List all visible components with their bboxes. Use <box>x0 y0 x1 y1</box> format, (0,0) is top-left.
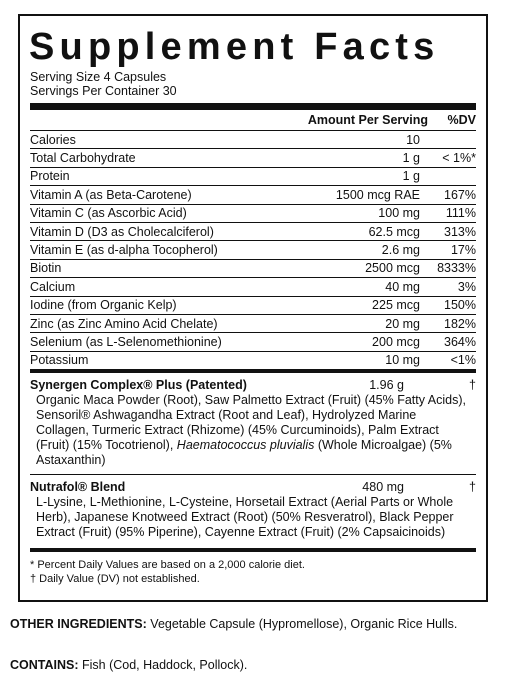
footnotes <box>30 552 476 586</box>
nutrient-dv: 182% <box>444 316 476 331</box>
nutrient-dv: 150% <box>444 298 476 313</box>
nutrient-amount: 62.5 mcg <box>368 224 420 239</box>
nutrient-row <box>30 222 476 240</box>
nutrient-row <box>30 259 476 277</box>
nutrient-amount: 2500 mcg <box>365 261 420 276</box>
nutrient-amount: 200 mcg <box>372 334 420 349</box>
nutrient-name: Calcium <box>30 279 76 294</box>
contains-statement <box>10 658 490 673</box>
nutrient-dv: 364% <box>444 334 476 349</box>
nutrient-row <box>30 240 476 258</box>
footnote-dv-not-established: † Daily Value (DV) not established. <box>30 573 200 586</box>
nutrient-name: Zinc (as Zinc Amino Acid Chelate) <box>30 316 218 331</box>
nutrient-amount: 225 mcg <box>372 298 420 313</box>
divider-thin <box>30 474 476 475</box>
blend-ingredients <box>30 393 476 468</box>
nutrient-row <box>30 130 476 148</box>
divider-medium <box>30 369 476 373</box>
contains-label: CONTAINS: <box>10 658 79 672</box>
blend-amount: 480 mg <box>362 480 404 495</box>
blend-nutrafol <box>30 480 476 540</box>
nutrient-row <box>30 314 476 332</box>
other-ingredients-label: OTHER INGREDIENTS: <box>10 617 147 631</box>
column-header <box>30 110 476 130</box>
panel-title: Supplement Facts <box>29 26 440 68</box>
nutrient-name: Biotin <box>30 261 62 276</box>
nutrient-dv: 8333% <box>437 261 476 276</box>
nutrient-dv: 313% <box>444 224 476 239</box>
nutrient-name: Vitamin D (D3 as Cholecalciferol) <box>30 224 214 239</box>
nutrient-amount: 10 <box>406 132 420 147</box>
other-ingredients <box>10 617 490 632</box>
footnote-percent-dv: * Percent Daily Values are based on a 2,000 calorie diet. <box>30 559 305 572</box>
blend-dv: † <box>469 378 476 393</box>
nutrient-name: Calories <box>30 132 76 147</box>
blend-name: Synergen Complex® Plus (Patented) <box>30 378 247 393</box>
blend-amount: 1.96 g <box>369 378 404 393</box>
nutrient-name: Protein <box>30 169 70 184</box>
nutrient-row <box>30 332 476 350</box>
nutrient-dv: < 1%* <box>442 151 476 166</box>
nutrient-dv: 3% <box>457 279 476 294</box>
nutrient-row <box>30 351 476 369</box>
nutrient-name: Vitamin E (as d-alpha Tocopherol) <box>30 243 218 258</box>
nutrient-table <box>30 130 476 369</box>
nutrient-dv: <1% <box>450 353 476 368</box>
supplement-facts-panel <box>18 14 488 602</box>
nutrient-amount: 40 mg <box>385 279 420 294</box>
nutrient-name: Potassium <box>30 353 89 368</box>
nutrient-dv: 111% <box>445 206 476 221</box>
nutrient-row <box>30 277 476 295</box>
nutrient-name: Vitamin C (as Ascorbic Acid) <box>30 206 187 221</box>
col-dv-label: %DV <box>447 113 476 127</box>
nutrient-row <box>30 204 476 222</box>
serving-size: Serving Size 4 Capsules <box>30 70 167 84</box>
blend-header <box>30 480 476 495</box>
nutrient-amount: 2.6 mg <box>381 243 420 258</box>
nutrient-dv: 167% <box>444 187 476 202</box>
blend-dv: † <box>469 480 476 495</box>
nutrient-name: Selenium (as L-Selenomethionine) <box>30 334 222 349</box>
nutrient-name: Iodine (from Organic Kelp) <box>30 298 177 313</box>
nutrient-row <box>30 167 476 185</box>
nutrient-amount: 1 g <box>402 169 420 184</box>
other-ingredients-text: Vegetable Capsule (Hypromellose), Organic Rice Hulls. <box>150 617 458 631</box>
col-amount-label: Amount Per Serving <box>307 113 428 127</box>
nutrient-name: Vitamin A (as Beta-Carotene) <box>30 187 192 202</box>
blend-header <box>30 378 476 393</box>
nutrient-row <box>30 185 476 203</box>
nutrient-amount: 100 mg <box>378 206 420 221</box>
ingredients-text: Organic Maca Powder (Root), Saw Palmetto Extract (Fruit) (45% Fatty Acids), Sensoril® Ashwagandha Extract (Root and Leaf), Hydrolyzed Marine Collagen, Turmeric Extract (Rhizome) (45% Curcuminoids), Palm Extract (Fruit) (15% Tocotrienol), <box>36 393 466 453</box>
servings-per-container: Servings Per Container 30 <box>30 84 177 98</box>
blend-synergen <box>30 378 476 468</box>
ingredients-text-end: (Whole Microalgae) (5% Astaxanthin) <box>36 438 452 468</box>
ingredients-italic: Haematococcus pluvialis <box>176 438 315 453</box>
nutrient-amount: 10 mg <box>385 353 420 368</box>
nutrient-row <box>30 296 476 314</box>
blend-ingredients: L-Lysine, L-Methionine, L-Cysteine, Horsetail Extract (Aerial Parts or Whole Herb), Japanese Knotweed Extract (Root) (50% Resveratrol), Black Pepper Extract (Fruit) (95% Piperine), Cayenne Extract (Fruit) (2% Capsaicinoids) <box>36 495 454 540</box>
nutrient-name: Total Carbohydrate <box>30 151 136 166</box>
contains-text: Fish (Cod, Haddock, Pollock). <box>82 658 248 672</box>
blend-name: Nutrafol® Blend <box>30 480 126 495</box>
divider-thick <box>30 103 476 110</box>
nutrient-amount: 1500 mcg RAE <box>335 187 420 202</box>
nutrient-row <box>30 148 476 166</box>
nutrient-amount: 20 mg <box>385 316 420 331</box>
nutrient-dv: 17% <box>450 243 476 258</box>
nutrient-amount: 1 g <box>402 151 420 166</box>
